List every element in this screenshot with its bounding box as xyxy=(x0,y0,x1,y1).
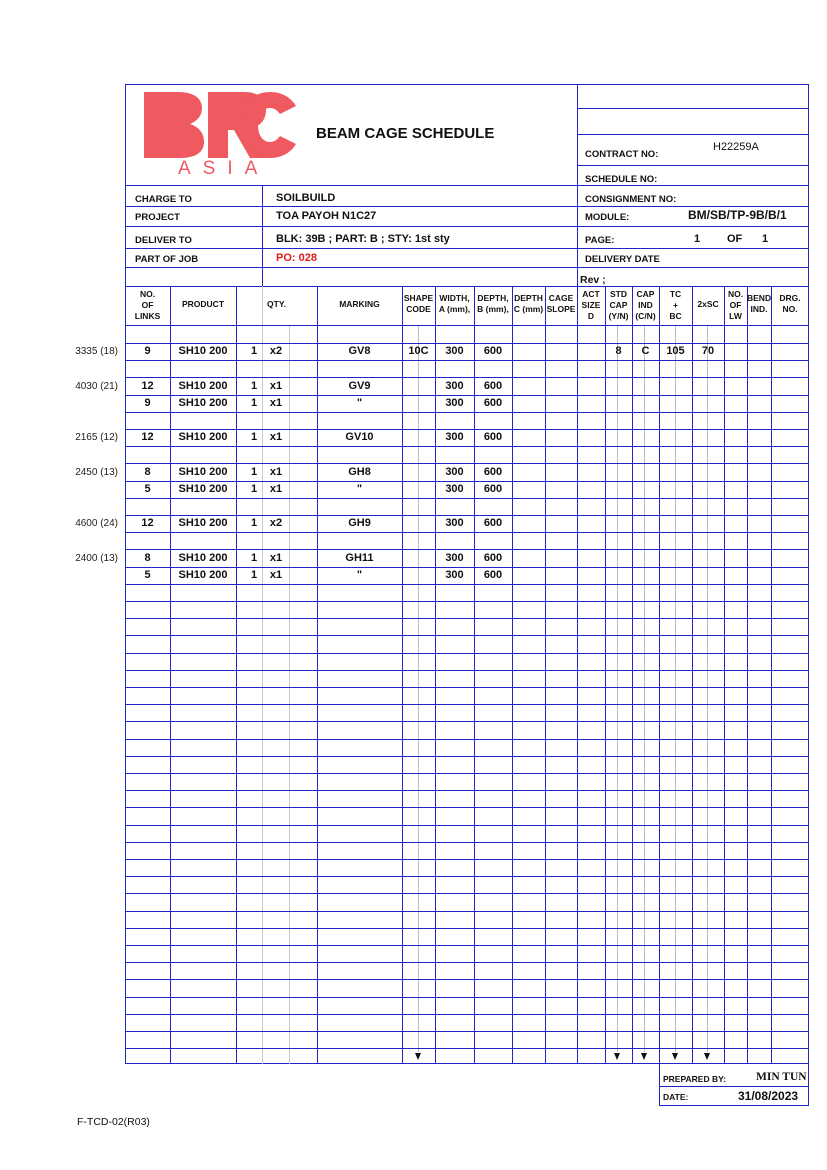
column-header: QTY. xyxy=(267,299,286,309)
cell-links: 5 xyxy=(144,569,151,581)
column-divider xyxy=(692,286,693,1064)
arrow-guide-line xyxy=(644,325,645,1052)
row-divider xyxy=(125,360,809,361)
cell-depth-b: 600 xyxy=(483,431,503,443)
cell-qty: 1 xyxy=(250,431,258,443)
down-arrow-icon xyxy=(672,1053,678,1060)
form-code: F-TCD-02(R03) xyxy=(77,1116,150,1128)
rev-label: Rev ; xyxy=(580,274,606,286)
column-divider xyxy=(236,286,237,1064)
row-divider xyxy=(125,412,809,413)
part-of-job-label: PART OF JOB xyxy=(135,254,199,265)
cell-width: 300 xyxy=(445,397,464,409)
row-divider xyxy=(125,842,809,843)
row-side-note: 2450 (13) xyxy=(75,467,118,478)
cell-marking: " xyxy=(356,397,363,409)
column-divider xyxy=(402,286,403,1064)
cell-product: SH10 200 xyxy=(178,483,228,495)
row-divider xyxy=(125,1014,809,1015)
row-divider xyxy=(125,670,809,671)
row-divider xyxy=(125,653,809,654)
cell-depth-b: 600 xyxy=(483,466,503,478)
deliver-to-label: DELIVER TO xyxy=(135,235,192,246)
cell-links: 12 xyxy=(141,380,154,392)
cell-width: 300 xyxy=(445,380,464,392)
row-divider xyxy=(125,601,809,602)
cell-cap-ind: C xyxy=(641,345,650,357)
arrow-guide-line xyxy=(675,325,676,1052)
cell-width: 300 xyxy=(445,466,464,478)
project-value: TOA PAYOH N1C27 xyxy=(276,210,377,222)
cell-links: 5 xyxy=(144,483,151,495)
row-divider xyxy=(125,498,809,499)
cell-tc-bc: 105 xyxy=(666,345,685,357)
column-header: BEND IND. xyxy=(747,293,772,314)
row-divider xyxy=(125,567,809,568)
column-divider xyxy=(632,286,633,1064)
row-divider xyxy=(125,532,809,533)
project-label: PROJECT xyxy=(135,212,180,223)
cell-marking: GV8 xyxy=(348,345,371,357)
column-header: ACT SIZE D xyxy=(581,289,601,321)
row-divider xyxy=(125,1031,809,1032)
row-divider xyxy=(125,928,809,929)
cell-width: 300 xyxy=(445,345,464,357)
row-divider xyxy=(125,825,809,826)
row-divider xyxy=(125,997,809,998)
cell-std-cap: 8 xyxy=(615,345,622,357)
column-divider xyxy=(605,286,606,1064)
module-label: MODULE: xyxy=(585,212,630,223)
column-header: MARKING xyxy=(339,299,380,309)
row-divider xyxy=(125,343,809,344)
page-label: PAGE: xyxy=(585,235,615,246)
cell-links: 9 xyxy=(144,397,151,409)
arrow-guide-line xyxy=(418,325,419,1052)
column-header: 2xSC xyxy=(697,299,719,309)
cell-product: SH10 200 xyxy=(178,380,228,392)
date-value: 31/08/2023 xyxy=(738,1089,799,1103)
charge-to-value: SOILBUILD xyxy=(276,192,336,204)
row-side-note: 2165 (12) xyxy=(75,432,118,443)
column-header: DEPTH, B (mm), xyxy=(477,293,509,314)
column-header: TC + BC xyxy=(669,289,682,321)
column-divider xyxy=(545,286,546,1064)
column-divider xyxy=(724,286,725,1064)
cell-qty: 1 xyxy=(250,569,258,581)
column-divider xyxy=(771,286,772,1064)
row-divider xyxy=(125,549,809,550)
column-divider xyxy=(659,286,660,1064)
cell-marking: GV10 xyxy=(345,431,374,443)
cell-mult: x1 xyxy=(269,466,283,478)
row-divider xyxy=(125,429,809,430)
cell-sc2: 70 xyxy=(701,345,715,357)
cell-links: 8 xyxy=(144,552,151,564)
cell-mult: x1 xyxy=(269,397,283,409)
row-divider xyxy=(125,618,809,619)
column-header: CAGE SLOPE xyxy=(546,293,576,314)
cell-depth-b: 600 xyxy=(483,569,503,581)
column-header: DRG. NO. xyxy=(779,293,801,314)
column-header: PRODUCT xyxy=(181,299,225,309)
cell-qty: 1 xyxy=(250,552,258,564)
row-divider xyxy=(125,584,809,585)
cell-product: SH10 200 xyxy=(178,466,228,478)
row-divider xyxy=(125,515,809,516)
cell-depth-b: 600 xyxy=(483,483,503,495)
cell-marking: GH8 xyxy=(348,466,371,478)
delivery-date-label: DELIVERY DATE xyxy=(585,254,660,265)
page-of-label: OF xyxy=(727,233,743,245)
row-divider xyxy=(125,687,809,688)
cell-marking: GH11 xyxy=(345,552,374,564)
cell-width: 300 xyxy=(445,517,464,529)
cell-marking: " xyxy=(356,569,363,581)
row-divider xyxy=(125,721,809,722)
row-divider xyxy=(125,325,809,326)
prepared-by-label: PREPARED BY: xyxy=(663,1074,726,1084)
cell-depth-b: 600 xyxy=(483,517,503,529)
cell-marking: GH9 xyxy=(348,517,371,529)
cell-depth-b: 600 xyxy=(483,345,503,357)
column-header: CAP IND (C/N) xyxy=(635,289,656,321)
row-side-note: 2400 (13) xyxy=(75,553,118,564)
row-divider xyxy=(125,962,809,963)
cell-product: SH10 200 xyxy=(178,397,228,409)
cell-qty: 1 xyxy=(250,397,258,409)
row-divider xyxy=(125,704,809,705)
column-divider xyxy=(577,286,578,1064)
row-divider xyxy=(125,893,809,894)
page-total: 1 xyxy=(762,233,769,245)
cell-product: SH10 200 xyxy=(178,569,228,581)
arrow-guide-line xyxy=(707,325,708,1052)
cell-product: SH10 200 xyxy=(178,431,228,443)
row-divider xyxy=(125,876,809,877)
page-number: 1 xyxy=(694,233,701,245)
down-arrow-icon xyxy=(641,1053,647,1060)
row-divider xyxy=(125,635,809,636)
cell-mult: x1 xyxy=(269,552,283,564)
row-divider xyxy=(125,911,809,912)
logo-sub-text: ASIA xyxy=(178,158,270,179)
cell-qty: 1 xyxy=(250,466,258,478)
cell-links: 12 xyxy=(141,431,154,443)
cell-width: 300 xyxy=(445,552,464,564)
column-header: SHAPE CODE xyxy=(403,293,434,314)
row-divider xyxy=(125,756,809,757)
column-divider xyxy=(512,286,513,1064)
row-divider xyxy=(125,807,809,808)
schedule-no-label: SCHEDULE NO: xyxy=(585,174,658,185)
cell-links: 8 xyxy=(144,466,151,478)
row-divider xyxy=(125,377,809,378)
row-divider xyxy=(125,463,809,464)
module-value: BM/SB/TP-9B/B/1 xyxy=(688,208,787,222)
row-divider xyxy=(125,773,809,774)
column-header: NO. OF LINKS xyxy=(134,289,161,321)
row-side-note: 4600 (24) xyxy=(75,518,118,529)
cell-mult: x1 xyxy=(269,431,283,443)
cell-marking: " xyxy=(356,483,363,495)
cell-qty: 1 xyxy=(250,483,258,495)
column-divider xyxy=(747,286,748,1064)
row-divider xyxy=(125,1048,809,1049)
contract-no-label: CONTRACT NO: xyxy=(585,149,659,160)
contract-no-value: H22259A xyxy=(713,141,759,153)
cell-mult: x1 xyxy=(269,483,283,495)
row-divider xyxy=(125,481,809,482)
cell-width: 300 xyxy=(445,569,464,581)
column-header: STD CAP (Y/N) xyxy=(608,289,629,321)
page-title: BEAM CAGE SCHEDULE xyxy=(316,125,495,142)
row-divider xyxy=(125,395,809,396)
cell-mult: x1 xyxy=(269,380,283,392)
row-side-note: 3335 (18) xyxy=(75,346,118,357)
cell-depth-b: 600 xyxy=(483,552,503,564)
row-divider xyxy=(125,790,809,791)
date-label: DATE: xyxy=(663,1092,689,1102)
consignment-no-label: CONSIGNMENT NO: xyxy=(585,194,677,205)
cell-links: 9 xyxy=(144,345,151,357)
column-header: WIDTH, A (mm), xyxy=(438,293,471,314)
down-arrow-icon xyxy=(415,1053,421,1060)
arrow-guide-line xyxy=(617,325,618,1052)
row-side-note: 4030 (21) xyxy=(75,381,118,392)
cell-mult: x2 xyxy=(269,517,283,529)
cell-mult: x1 xyxy=(269,569,283,581)
deliver-to-value: BLK: 39B ; PART: B ; STY: 1st sty xyxy=(276,233,450,245)
down-arrow-icon xyxy=(614,1053,620,1060)
cell-qty: 1 xyxy=(250,345,258,357)
cell-width: 300 xyxy=(445,483,464,495)
cell-shape: 10C xyxy=(408,345,429,357)
cell-product: SH10 200 xyxy=(178,517,228,529)
column-header: NO. OF LW xyxy=(727,289,744,321)
column-header: DEPTH C (mm) xyxy=(513,293,544,314)
down-arrow-icon xyxy=(704,1053,710,1060)
cell-qty: 1 xyxy=(250,380,258,392)
cell-depth-b: 600 xyxy=(483,380,503,392)
cell-width: 300 xyxy=(445,431,464,443)
cell-links: 12 xyxy=(141,517,154,529)
cell-marking: GV9 xyxy=(348,380,371,392)
cell-product: SH10 200 xyxy=(178,552,228,564)
row-divider xyxy=(125,979,809,980)
cell-product: SH10 200 xyxy=(178,345,228,357)
cell-qty: 1 xyxy=(250,517,258,529)
row-divider xyxy=(125,446,809,447)
cell-depth-b: 600 xyxy=(483,397,503,409)
part-of-job-value: PO: 028 xyxy=(276,252,317,264)
charge-to-label: CHARGE TO xyxy=(135,194,192,205)
prepared-by-value: MIN TUN xyxy=(756,1071,807,1083)
cell-mult: x2 xyxy=(269,345,283,357)
row-divider xyxy=(125,859,809,860)
row-divider xyxy=(125,945,809,946)
row-divider xyxy=(125,739,809,740)
